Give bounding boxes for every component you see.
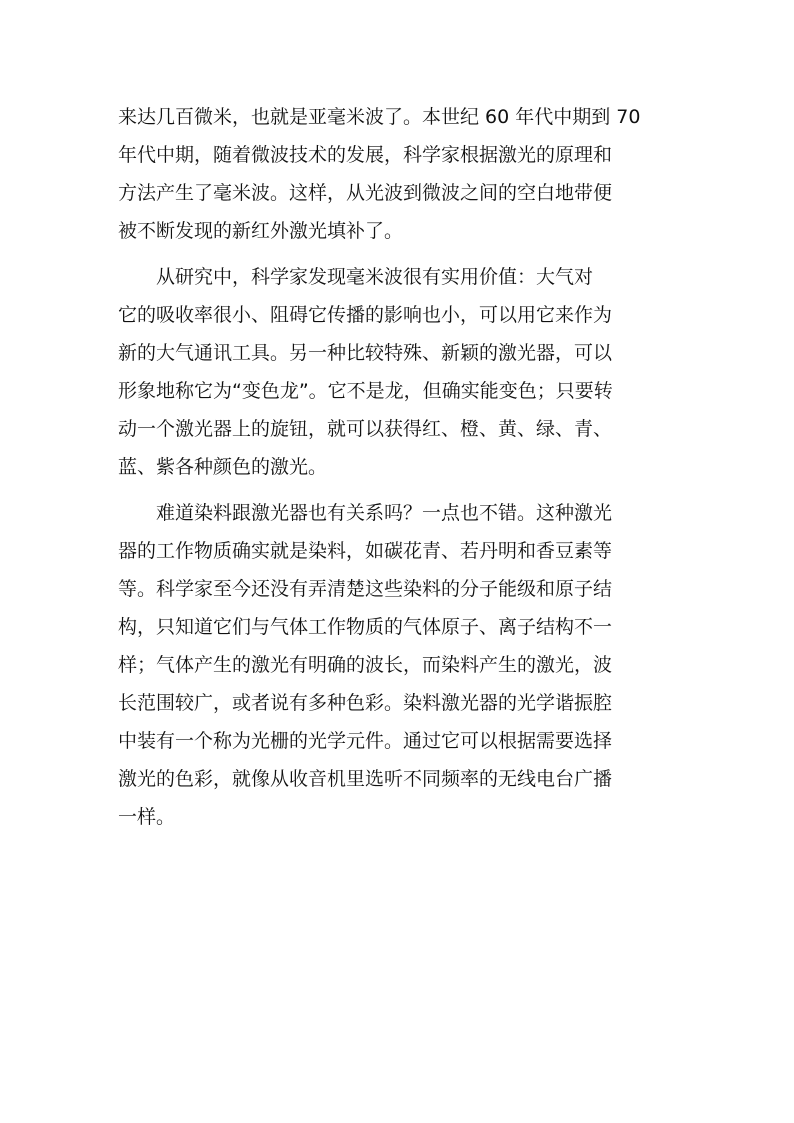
text-line: 方法产生了毫米波。这样，从光波到微波之间的空白地带便	[118, 182, 613, 204]
text-line: 难道染料跟激光器也有关系吗？一点也不错。这种激光	[118, 502, 613, 524]
text-line: 中装有一个称为光栅的光学元件。通过它可以根据需要选择	[118, 730, 613, 752]
body-text	[118, 98, 698, 836]
text-line: 被不断发现的新红外激光填补了。	[118, 220, 404, 242]
paragraph-spacer	[118, 486, 698, 494]
text-line: 新的大气通讯工具。另一种比较特殊、新颖的激光器，可以	[118, 342, 613, 364]
text-line: 从研究中，科学家发现毫米波很有实用价值：大气对	[118, 266, 594, 288]
text-line: 构，只知道它们与气体工作物质的气体原子、离子结构不一	[118, 616, 613, 638]
text-line: 动一个激光器上的旋钮，就可以获得红、橙、黄、绿、青、	[118, 418, 613, 440]
text-line: 器的工作物质确实就是染料，如碳花青、若丹明和香豆素等	[118, 540, 613, 562]
text-line: 来达几百微米，也就是亚毫米波了。本世纪 60 年代中期到 70	[118, 106, 641, 128]
paragraph-spacer	[118, 250, 698, 258]
text-line: 样；气体产生的激光有明确的波长，而染料产生的激光，波	[118, 654, 613, 676]
text-line: 长范围较广，或者说有多种色彩。染料激光器的光学谐振腔	[118, 692, 613, 714]
paragraph-2	[118, 258, 698, 486]
text-line: 年代中期，随着微波技术的发展，科学家根据激光的原理和	[118, 144, 613, 166]
text-line: 激光的色彩，就像从收音机里选听不同频率的无线电台广播	[118, 768, 613, 790]
paragraph-3	[118, 494, 698, 836]
text-line: 蓝、紫各种颜色的激光。	[118, 456, 328, 478]
text-line: 它的吸收率很小、阻碍它传播的影响也小，可以用它来作为	[118, 304, 613, 326]
text-line: 等。科学家至今还没有弄清楚这些染料的分子能级和原子结	[118, 578, 613, 600]
text-line: 形象地称它为“变色龙”。它不是龙，但确实能变色；只要转	[118, 380, 613, 402]
text-line: 一样。	[118, 806, 176, 828]
paragraph-1	[118, 98, 698, 250]
